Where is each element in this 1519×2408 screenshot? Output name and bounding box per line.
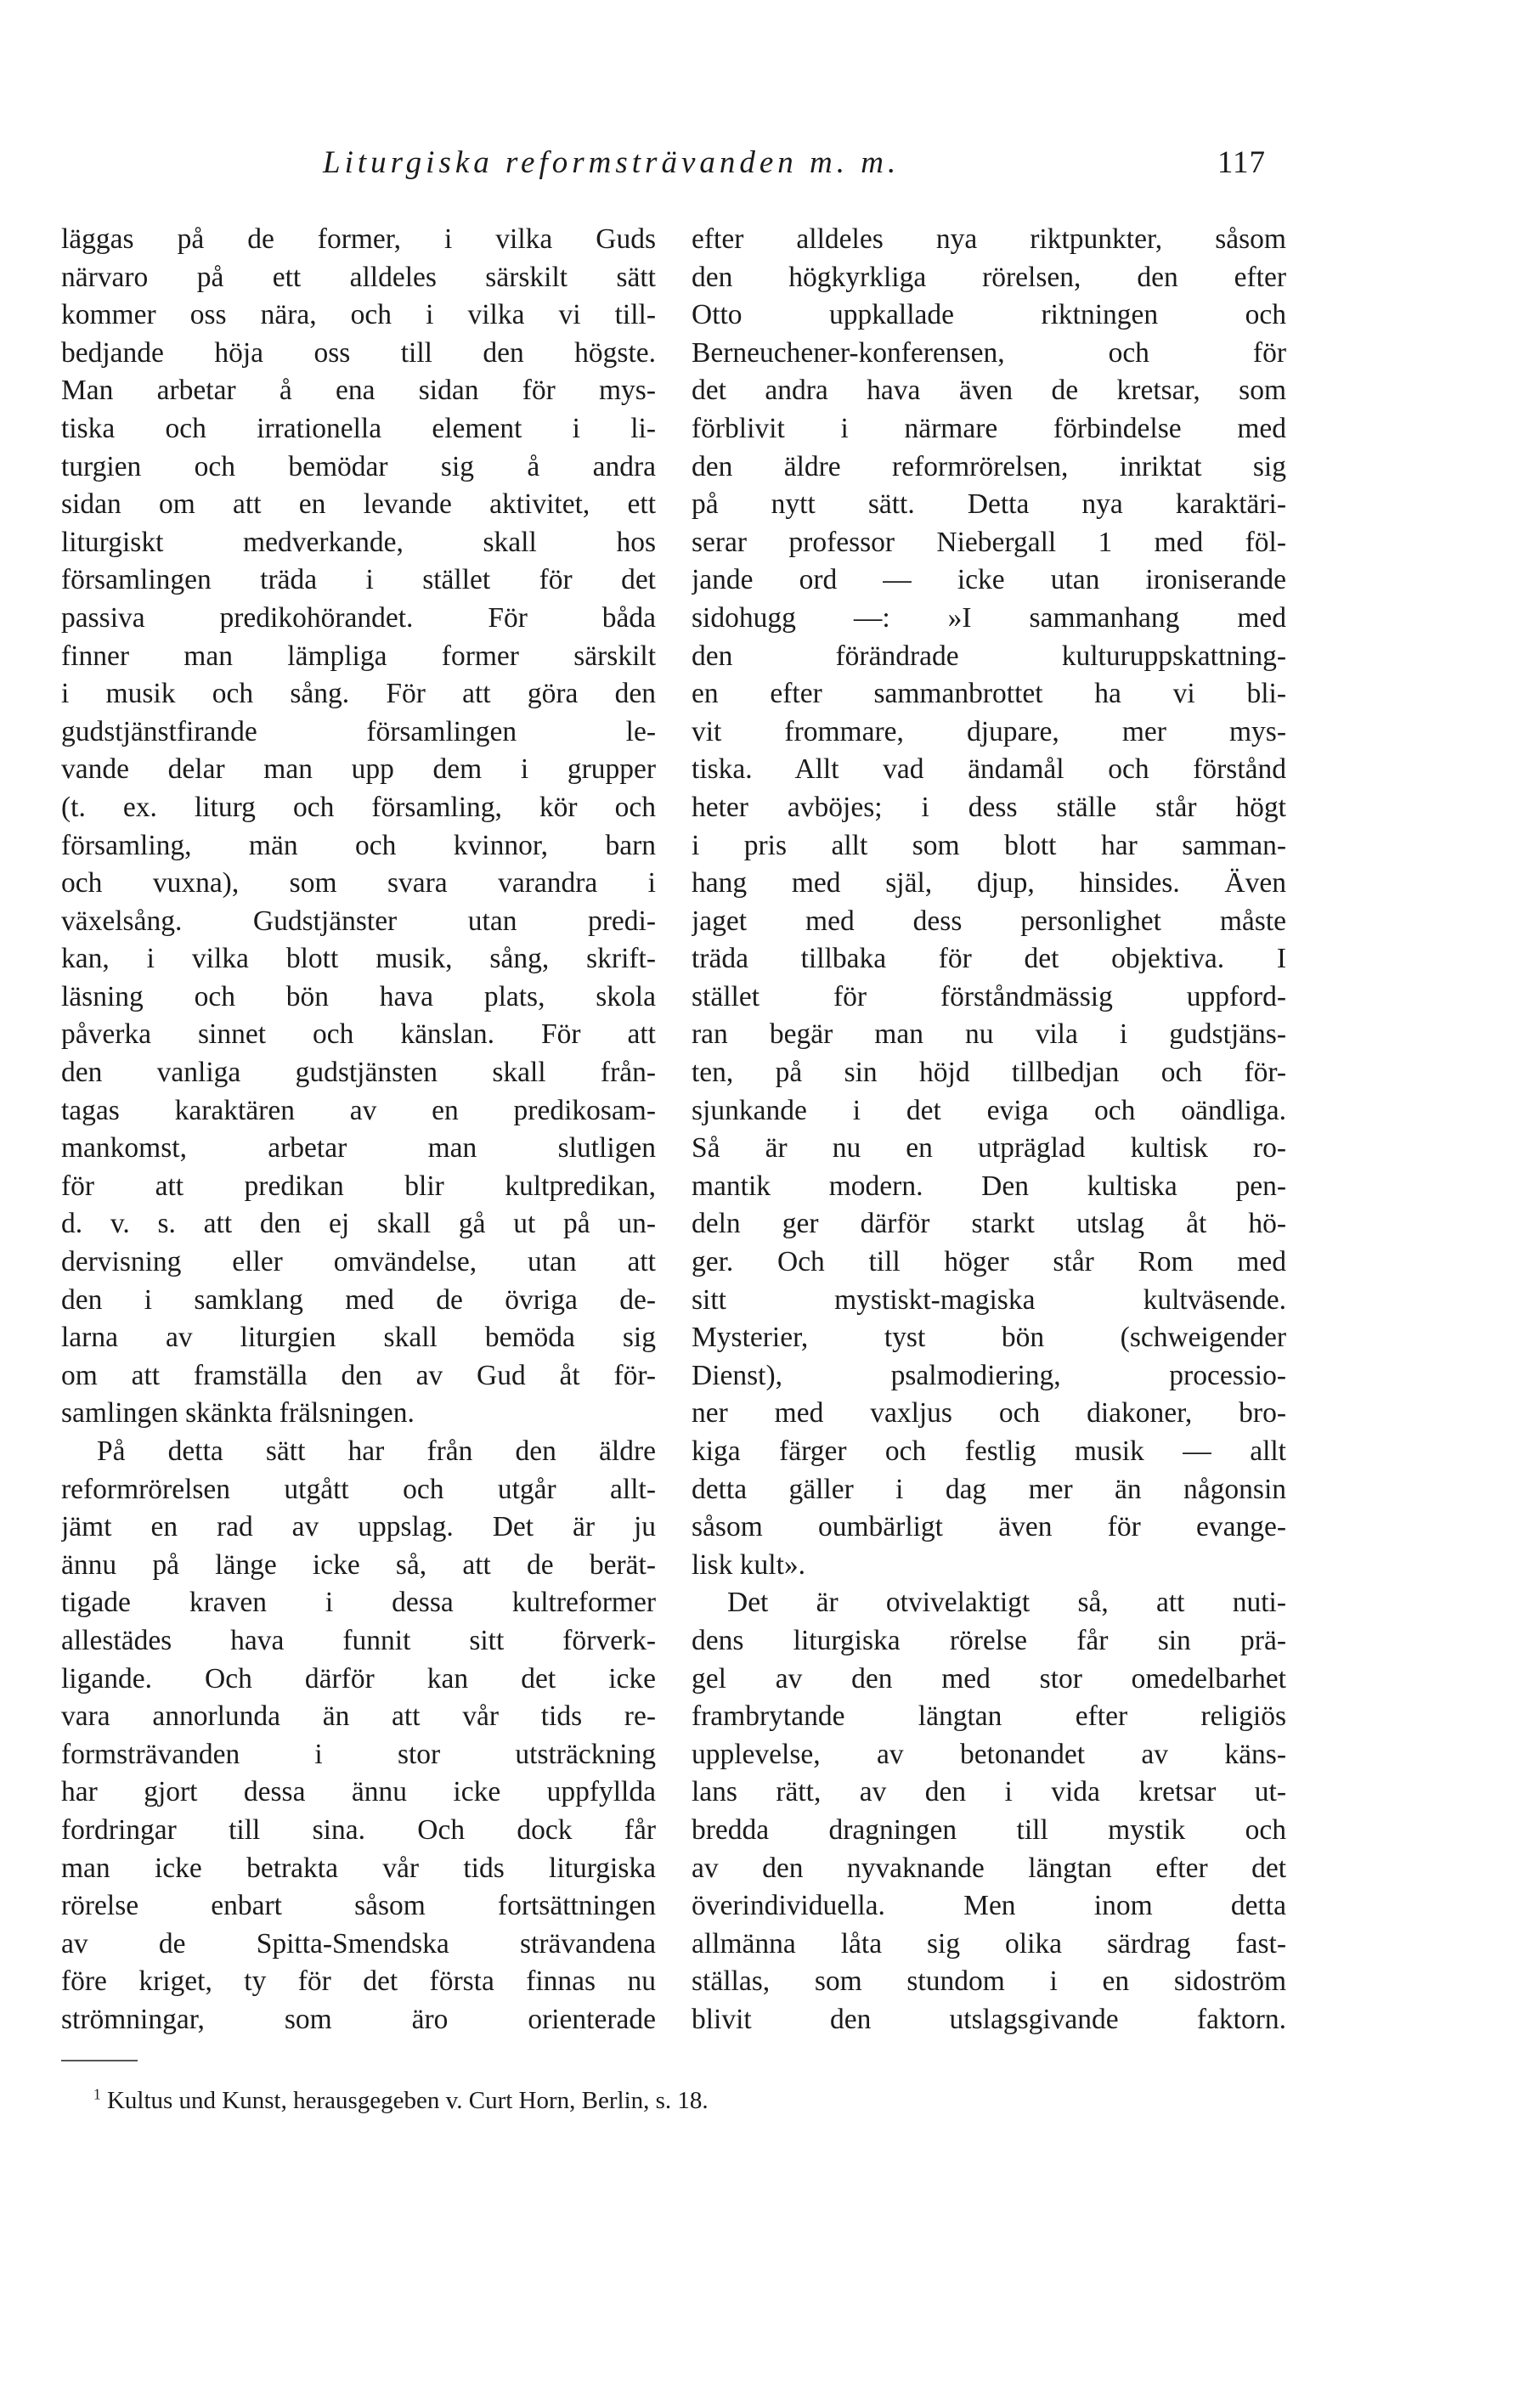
text-line: allmänna låta sig olika särdrag fast- (692, 1927, 1286, 1960)
text-line: ligande. Och därför kan det icke (61, 1662, 656, 1695)
text-line: Otto uppkallade riktningen och (692, 299, 1286, 331)
page-number: 117 (1217, 145, 1266, 180)
text-line: d. v. s. att den ej skall gå ut på un- (61, 1208, 656, 1240)
text-line: påverka sinnet och känslan. För att (61, 1018, 656, 1051)
text-line: läsning och bön hava plats, skola (61, 980, 656, 1012)
page-header (323, 144, 1266, 195)
text-line: vara annorlunda än att vår tids re- (61, 1700, 656, 1733)
text-line: sidohugg —: »I sammanhang med (692, 601, 1286, 634)
text-line: Mysterier, tyst bön (schweigender (692, 1322, 1286, 1354)
text-line: ten, på sin höjd tillbedjan och för- (692, 1057, 1286, 1089)
text-line: ännu på länge icke så, att de berät- (61, 1548, 656, 1581)
text-line: den äldre reformrörelsen, inriktat sig (692, 450, 1286, 482)
text-line: vit frommare, djupare, mer mys- (692, 715, 1286, 747)
text-line: reformrörelsen utgått och utgår allt- (61, 1473, 656, 1505)
text-line: i pris allt som blott har samman- (692, 829, 1286, 861)
text-line: sitt mystiskt-magiska kultväsende. (692, 1283, 1286, 1316)
text-line: före kriget, ty för det första finnas nu (61, 1965, 656, 1998)
left-column (61, 221, 656, 2039)
text-line: den vanliga gudstjänsten skall från- (61, 1057, 656, 1089)
text-line: heter avböjes; i dess ställe står högt (692, 791, 1286, 823)
text-line: kommer oss nära, och i vilka vi till- (61, 299, 656, 331)
paragraph-start-line: På detta sätt har från den äldre (97, 1435, 656, 1467)
text-line: ner med vaxljus och diakoner, bro- (692, 1397, 1286, 1430)
text-line: träda tillbaka för det objektiva. I (692, 943, 1286, 975)
text-line: mantik modern. Den kultiska pen- (692, 1170, 1286, 1202)
text-line: man icke betrakta vår tids liturgiska (61, 1852, 656, 1884)
text-line: den i samklang med de övriga de- (61, 1283, 656, 1316)
text-line: har gjort dessa ännu icke uppfyllda (61, 1776, 656, 1808)
text-line: Så är nu en utpräglad kultisk ro- (692, 1132, 1286, 1165)
text-line: hang med själ, djup, hinsides. Även (692, 867, 1286, 899)
right-column (692, 221, 1286, 2039)
text-line: samlingen skänkta frälsningen. (61, 1397, 415, 1430)
text-line: jande ord — icke utan ironiserande (692, 564, 1286, 596)
text-line: sjunkande i det eviga och oändliga. (692, 1094, 1286, 1126)
text-line: liturgiskt medverkande, skall hos (61, 526, 656, 558)
text-line: kan, i vilka blott musik, sång, skrift- (61, 943, 656, 975)
running-title: Liturgiska reformsträvanden m. m. (323, 145, 901, 180)
text-line: (t. ex. liturg och församling, kör och (61, 791, 656, 823)
text-line: stället för förståndmässig uppford- (692, 980, 1286, 1012)
text-line: blivit den utslagsgivande faktorn. (692, 2003, 1286, 2035)
text-line: för att predikan blir kultpredikan, (61, 1170, 656, 1202)
text-line: strömningar, som äro orienterade (61, 2003, 656, 2035)
text-line: den högkyrkliga rörelsen, den efter (692, 261, 1286, 293)
text-line: detta gäller i dag mer än någonsin (692, 1473, 1286, 1505)
footnote-marker: 1 (93, 2085, 101, 2103)
text-line: den förändrade kulturuppskattning- (692, 640, 1286, 672)
text-line: Man arbetar å ena sidan för mys- (61, 375, 656, 407)
text-line: gel av den med stor omedelbarhet (692, 1662, 1286, 1695)
footnote-text: Kultus und Kunst, herausgegeben v. Curt Horn, Berlin, s. 18. (106, 2087, 709, 2114)
text-line: av den nyvaknande längtan efter det (692, 1852, 1286, 1884)
text-line: jaget med dess personlighet måste (692, 905, 1286, 937)
text-line: på nytt sätt. Detta nya karaktäri- (692, 488, 1286, 521)
text-line: Dienst), psalmodiering, processio- (692, 1359, 1286, 1391)
footnote (93, 2085, 709, 2116)
text-line: lans rätt, av den i vida kretsar ut- (692, 1776, 1286, 1808)
text-line: förblivit i närmare förbindelse med (692, 412, 1286, 444)
text-line: passiva predikohörandet. För båda (61, 601, 656, 634)
text-line: fordringar till sina. Och dock får (61, 1813, 656, 1846)
text-line: ställas, som stundom i en sidoström (692, 1965, 1286, 1998)
text-line: tiska. Allt vad ändamål och förstånd (692, 753, 1286, 786)
text-line: lisk kult». (692, 1548, 806, 1581)
text-line: finner man lämpliga former särskilt (61, 640, 656, 672)
footnote-divider (61, 2060, 138, 2061)
text-line: ger. Och till höger står Rom med (692, 1246, 1286, 1278)
text-line: ran begär man nu vila i gudstjäns- (692, 1018, 1286, 1051)
text-line: larna av liturgien skall bemöda sig (61, 1322, 656, 1354)
text-line: upplevelse, av betonandet av käns- (692, 1738, 1286, 1770)
text-line: sidan om att en levande aktivitet, ett (61, 488, 656, 521)
text-line: vande delar man upp dem i grupper (61, 753, 656, 786)
text-line: formsträvanden i stor utsträckning (61, 1738, 656, 1770)
text-line: serar professor Niebergall 1 med föl- (692, 526, 1286, 558)
text-line: Berneuchener-konferensen, och för (692, 336, 1286, 369)
text-line: dens liturgiska rörelse får sin prä- (692, 1624, 1286, 1656)
text-line: och vuxna), som svara varandra i (61, 867, 656, 899)
text-line: bedjande höja oss till den högste. (61, 336, 656, 369)
text-line: rörelse enbart såsom fortsättningen (61, 1890, 656, 1922)
text-line: tiska och irrationella element i li- (61, 412, 656, 444)
text-line: turgien och bemödar sig å andra (61, 450, 656, 482)
text-line: kiga färger och festlig musik — allt (692, 1435, 1286, 1467)
text-line: dervisning eller omvändelse, utan att (61, 1246, 656, 1278)
text-line: det andra hava även de kretsar, som (692, 375, 1286, 407)
text-line: gudstjänstfirande församlingen le- (61, 715, 656, 747)
text-line: växelsång. Gudstjänster utan predi- (61, 905, 656, 937)
text-line: såsom oumbärligt även för evange- (692, 1511, 1286, 1543)
text-line: tagas karaktären av en predikosam- (61, 1094, 656, 1126)
text-line: bredda dragningen till mystik och (692, 1813, 1286, 1846)
text-line: mankomst, arbetar man slutligen (61, 1132, 656, 1165)
text-line: allestädes hava funnit sitt förverk- (61, 1624, 656, 1656)
text-line: om att framställa den av Gud åt för- (61, 1359, 656, 1391)
text-line: församling, män och kvinnor, barn (61, 829, 656, 861)
text-line: överindividuella. Men inom detta (692, 1890, 1286, 1922)
text-line: efter alldeles nya riktpunkter, såsom (692, 223, 1286, 255)
text-line: frambrytande längtan efter religiös (692, 1700, 1286, 1733)
text-line: av de Spitta-Smendska strävandena (61, 1927, 656, 1960)
text-line: församlingen träda i stället för det (61, 564, 656, 596)
text-line: läggas på de former, i vilka Guds (61, 223, 656, 255)
text-line: en efter sammanbrottet ha vi bli- (692, 678, 1286, 710)
text-line: tigade kraven i dessa kultreformer (61, 1587, 656, 1619)
text-line: närvaro på ett alldeles särskilt sätt (61, 261, 656, 293)
text-line: deln ger därför starkt utslag åt hö- (692, 1208, 1286, 1240)
text-line: i musik och sång. För att göra den (61, 678, 656, 710)
text-line: jämt en rad av uppslag. Det är ju (61, 1511, 656, 1543)
paragraph-start-line: Det är otvivelaktigt så, att nuti- (727, 1587, 1286, 1619)
